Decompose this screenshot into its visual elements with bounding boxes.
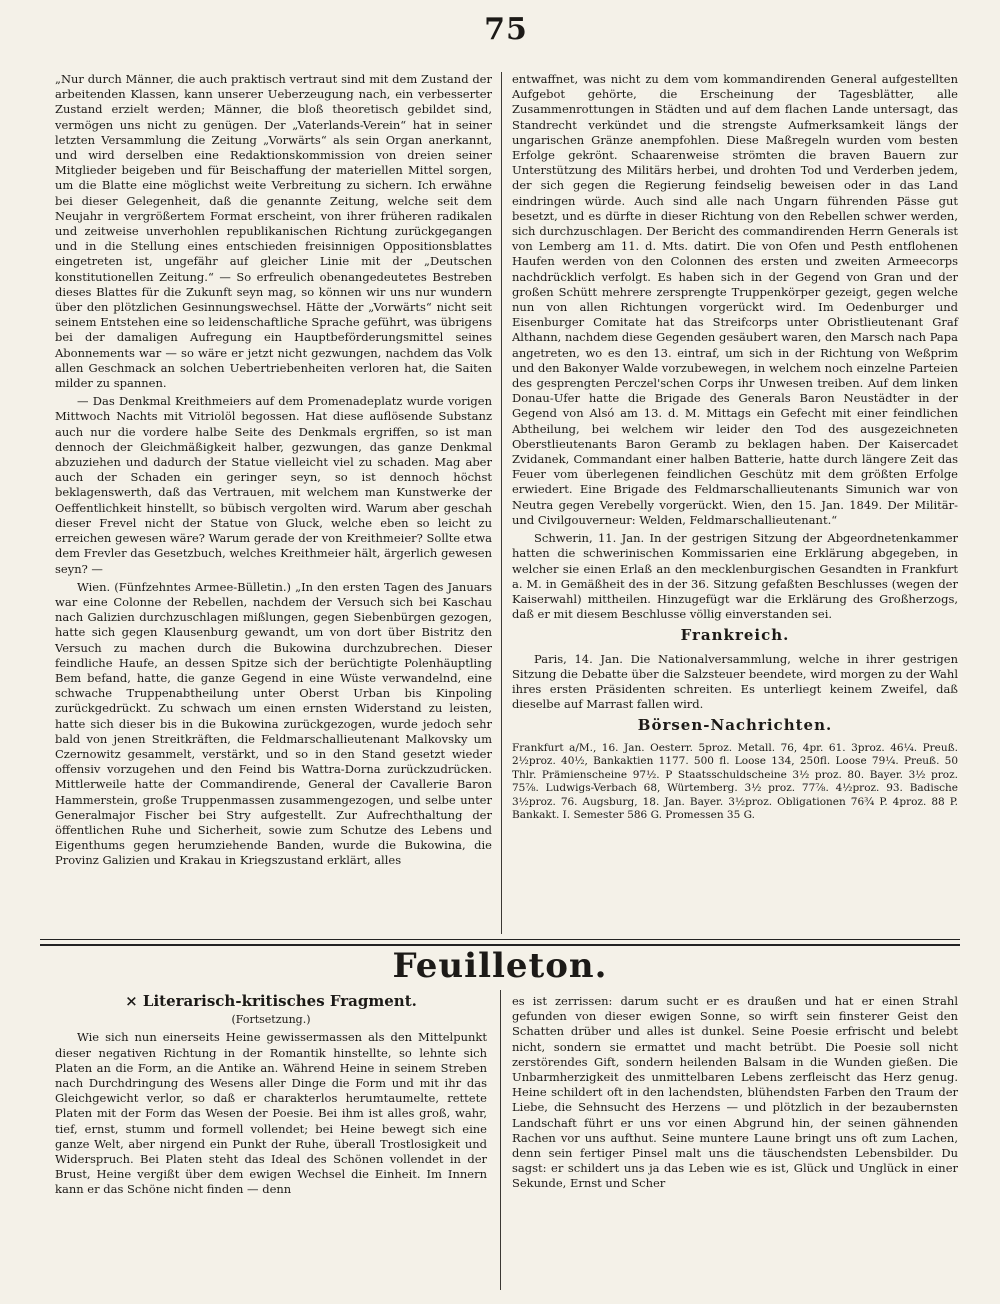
section-heading-market: Börsen-Nachrichten. bbox=[637, 716, 833, 735]
page-number: 75 bbox=[484, 12, 528, 47]
article-paragraph: es ist zerrissen: darum sucht er es draußen und hat er einen Strahl gefunden von dieser ewigen Sonne, so wirft sein finsterer Geist den Schatten drüber und alles ist dunkel. Seine Poesie erfrischt und belebt nicht, sondern sie ermattet und macht betrübt. Die Poesie soll nicht zerstörendes Gift, sondern heilenden Balsam in die Wunden gießen. Die Unbarmherzigkeit des unmittelbaren Lebens zerfleischt das Herz genug. Heine schildert oft in den lachendsten, blühendsten Farben den Traum der Liebe, die Sehnsucht des Herzens — und plötzlich in der bezaubernsten Landschaft führt er uns vor einen Abgrund hin, der seinen gähnenden Rachen vor uns aufthut. Seine muntere Laune bringt uns oft zum Lachen, denn sein fertiger Pinsel malt uns die täuschendsten Lebensbilder. Du sagst: er schildert uns ja das Leben wie es ist, Glück und Unglück in einer Sekunde, Ernst und Scher bbox=[512, 994, 958, 1191]
article-paragraph: „Nur durch Männer, die auch praktisch vertraut sind mit dem Zustand der arbeitenden Klassen, kann unserer Ueberzeugung nach, ein verbesserter Zustand erzielt werden; Männer, die bloß theoretisch gebildet sind, vermögen uns nicht zu genügen. Der „Vaterlands-Verein“ hat in seiner letzten Versammlung die Zeitung „Vorwärts“ als sein Organ anerkannt, und wird derselben eine Redaktionskommission von dreien seiner Mitglieder beigeben und für Beischaffung der materiellen Mittel sorgen, um die Blatte eine möglichst weite Verbreitung zu sichern. Ich erwähne bei dieser Gelegenheit, daß die genannte Zeitung, welche seit dem Neujahr in vergrößertem Format erscheint, von ihrer früheren radikalen und zeitweise unverhohlen republikanischen Richtung zurückgegangen und in die Stellung eines entschieden freisinnigen Oppositionsblattes eingetreten ist, ungefähr auf gleicher Linie mit der „Deutschen konstitutionellen Zeitung.“ — So erfreulich obenangedeutetes Bestreben dieses Blattes für die Zukunft seyn mag, so können wir uns nur wundern über den plötzlichen Gesinnungswechsel. Hätte der „Vorwärts“ nicht seit seinem Entstehen eine so leidenschaftliche Sprache geführt, was übrigens bei der damaligen Aufregung ein Hauptbeförderungsmittel seines Abonnements war — so wäre er jetzt nicht gezwungen, nachdem das Volk allen Geschmack an solchen Uebertriebenheiten verloren hat, die Saiten milder zu spannen. bbox=[55, 72, 492, 391]
article-paragraph: entwaffnet, was nicht zu dem vom kommandirenden General aufgestellten Aufgebot gehörte, die Erscheinung der Tagesblätter, alle Zusammenrottungen in Städten und auf dem flachen Lande untersagt, das Standrecht verkündet und die strengste Aufmerksamkeit längs der ungarischen Gränze anempfohlen. Diese Maßregeln wurden vom besten Erfolge gekrönt. Schaarenweise strömten die braven Bauern zur Unterstützung des Militärs herbei, und drohten Tod und Verderben jedem, der sich gegen die Regierung feindselig beweisen oder in das Land eindringen würde. Auch sind alle nach Ungarn führenden Pässe gut besetzt, und es dürfte in dieser Richtung von den Rebellen schwer werden, sich durchzuschlagen. Der Bericht des commandirenden Herrn Generals ist von Lemberg am 11. d. Mts. datirt. Die von Ofen und Pesth entflohenen Haufen werden von den Colonnen des ersten und zweiten Armeecorps nachdrücklich verfolgt. Es haben sich in der Gegend von Gran und der großen Schütt mehrere zersprengte Truppenkörper gezeigt, gegen welche nun von allen Richtungen vorgerückt wird. Im Oedenburger und Eisenburger Comitate hat das Streifcorps unter Obristlieutenant Graf Althann, nachdem diese Gegenden gesäubert waren, den Marsch nach Papa angetreten, wo es den 13. eintraf, um sich in der Richtung von Weßprim und den Bakonyer Walde vorzubewegen, in welchem noch einzelne Parteien des gesprengten Perczel'schen Corps ihr Unwesen treiben. Auf dem linken Donau-Ufer hatte die Brigade des Generals Baron Neustädter in der Gegend von Alsó am 13. d. M. Mittags ein Gefecht mit einer feindlichen Abtheilung, bei welchem wir leider den Tod des ausgezeichneten Oberstlieutenants Baron Geramb zu beklagen haben. Der Kaisercadet Zvidanek, Commandant einer halben Batterie, hatte durch längere Zeit das Feuer vom überlegenen feindlichen Geschütz mit dem größten Erfolge erwiedert. Eine Brigade des Feldmarschallieutenants Simunich war von Neutra gegen Verebelly vorgerückt. Wien, den 15. Jan. 1849. Der Militär- und Civilgouverneur: Welden, Feldmarschallieutenant.“ bbox=[512, 72, 958, 527]
right-news-column bbox=[512, 72, 958, 826]
feuilleton-right-column bbox=[512, 994, 958, 1195]
article-paragraph: Wien. (Fünfzehntes Armee-Bülletin.) „In den ersten Tagen des Januars war eine Colonne der Rebellen, nachdem der Versuch sich bei Kaschau nach Galizien durchzuschlagen mißlungen, gegen Siebenbürgen gezogen, hatte sich gegen Klausenburg gewandt, um von dort über Bistritz den Versuch zu machen durch die Bukowina durchzubrechen. Dieser feindliche Haufe, an dessen Spitze sich der berüchtigte Polenhäuptling Bem befand, hatte, die ganze Gegend in eine Wüste verwandelnd, eine schwache Truppenabtheilung unter Oberst Urban bis Kinpoling zurückgedrückt. Zu schwach um einen ernsten Widerstand zu leisten, hatte sich dieser bis in die Bukowina zurückgezogen, wurde jedoch sehr bald von jenen Streitkräften, die Feldmarschallieutenant Malkovsky um Czernowitz gesammelt, verstärkt, und so in den Stand gesetzt wieder offensiv vorzugehen und den Feind bis Wattra-Dorna zurückzudrücken. Mittlerweile hatte der Commandirende, General der Cavallerie Baron Hammerstein, große Truppenmassen zusammengezogen, und selbe unter Generalmajor Fischer bei Stry aufgestellt. Zur Aufrechthaltung der öffentlichen Ruhe und Sicherheit, sowie zum Schutze des Lebens und Eigenthums gegen herumziehende Banden, wurde die Bukowina, die Provinz Galizien und Krakau in Kriegszustand erklärt, alles bbox=[55, 579, 492, 868]
article-subtitle: (Fortsetzung.) bbox=[231, 1013, 311, 1027]
article-paragraph: Wie sich nun einerseits Heine gewissermassen als den Mittelpunkt dieser negativen Richtung in der Romantik hinstellte, so lehnte sich Platen an die Form, an die Antike an. Während Heine in seinem Streben nach Durchdringung des Wesens aller Dinge die Form und mit ihr das Gleichgewicht verlor, so daß er charakterlos herumtaumelte, rettete Platen mit der Form das Wesen der Poesie. Bei ihm ist alles groß, wahr, tief, ernst, stumm und formell vollendet; bei Heine bewegt sich eine ganze Welt, aber nirgend ein Punkt der Ruhe, überall Trostlosigkeit und Widerspruch. Bei Platen steht das Ideal des Schönen vollendet in der Brust, Heine vergißt über dem ewigen Wechsel die Einheit. Im Innern kann er das Schöne nicht finden — denn bbox=[55, 1030, 487, 1197]
feuilleton-title: Feuilleton. bbox=[392, 946, 608, 986]
article-paragraph: Paris, 14. Jan. Die Nationalversammlung, welche in ihrer gestrigen Sitzung die Debatte über die Salzsteuer beendete, wird morgen zu der Wahl ihres ersten Präsidenten schreiten. Es unterliegt keinem Zweifel, daß dieselbe auf Marrast fallen wird. bbox=[512, 651, 958, 712]
left-news-column bbox=[55, 72, 492, 872]
market-report: Frankfurt a/M., 16. Jan. Oesterr. 5proz. Metall. 76, 4pr. 61. 3proz. 46¼. Preuß. 2½proz. 40½, Bankaktien 1177. 500 fl. Loose 134, 250fl. Loose 79¼. Preuß. 50 Thlr. Prämienscheine 97½. P Staatsschuldscheine 3½ proz. 80. Bayer. 3½ proz. 75⅞. Ludwigs-Verbach 68, Würtemberg. 3½ proz. 77⅞. 4½proz. 93. Badische 3½proz. 76. Augsburg, 18. Jan. Bayer. 3½proz. Obligationen 76¾ P. 4proz. 88 P. Bankakt. I. Semester 586 G. Promessen 35 G. bbox=[512, 741, 958, 822]
article-paragraph: — Das Denkmal Kreithmeiers auf dem Promenadeplatz wurde vorigen Mittwoch Nachts mit Vitriolöl begossen. Hat diese auflösende Substanz auch nur die vordere halbe Seite des Denkmals ergriffen, so ist man dennoch der Gleichmäßigkeit halber, gezwungen, das ganze Denkmal abzuziehen und dadurch der Statue vielleicht viel zu schaden. Mag aber auch der Schaden ein geringer seyn, so ist dennoch höchst beklagenswerth, daß das Vertrauen, mit welchem man Kunstwerke der Oeffentlichkeit hinstellt, so bübisch vergolten wird. Warum aber geschah dieser Frevel nicht der Statue von Gluck, welche eben so leicht zu erreichen gewesen wäre? Warum gerade der von Kreithmeier? Sollte etwa dem Frevler das Gesetzbuch, welches Kreithmeier hält, ärgerlich gewesen seyn? — bbox=[55, 394, 492, 576]
article-paragraph: Schwerin, 11. Jan. In der gestrigen Sitzung der Abgeordnetenkammer hatten die schwerinischen Kommissarien eine Erklärung abgegeben, in welcher sie einen Erlaß an den mecklenburgischen Gesandten in Frankfurt a. M. in Gemäßheit des in der 36. Sitzung gefaßten Beschlusses (wegen der Kaiserwahl) mittheilen. Hinzugefügt war die Erklärung des Großherzogs, daß er mit diesem Beschlusse völlig einverstanden sei. bbox=[512, 531, 958, 622]
column-divider bbox=[501, 72, 502, 934]
section-heading-france: Frankreich. bbox=[680, 626, 790, 645]
column-divider bbox=[500, 990, 501, 1290]
article-title: × Literarisch-kritisches Fragment. bbox=[125, 992, 417, 1010]
section-divider bbox=[40, 939, 960, 946]
feuilleton-left-column bbox=[55, 994, 487, 1201]
